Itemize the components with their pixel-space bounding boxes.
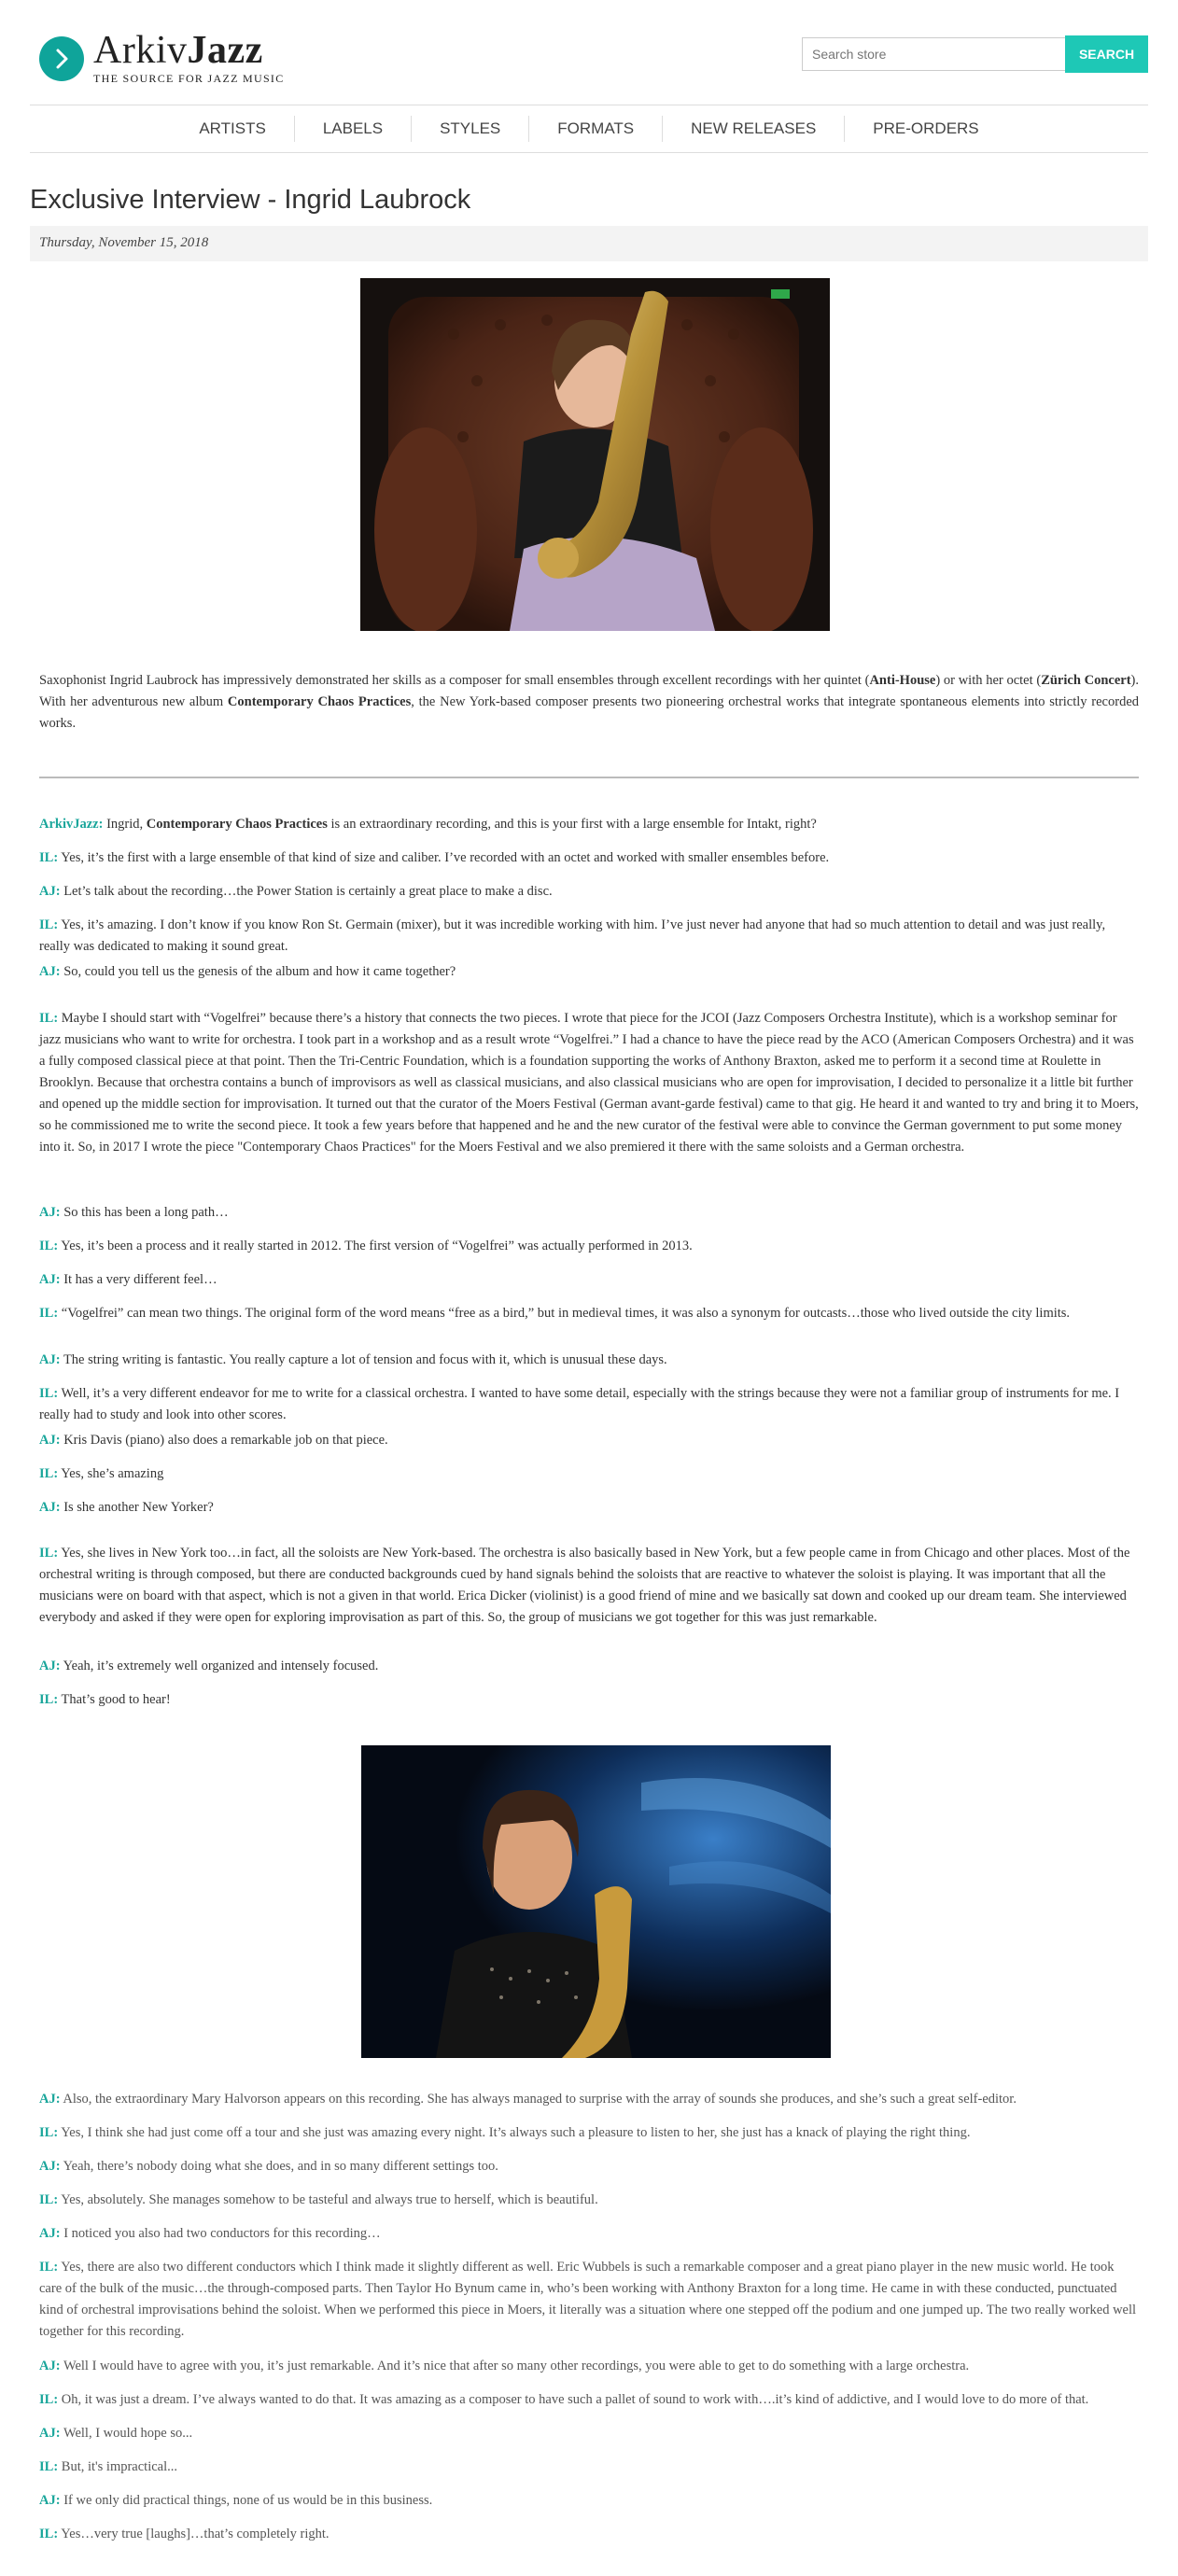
answer-text: Yeah, there’s nobody doing what she does, and in so many different settings too. [63, 2159, 498, 2174]
answer-text: Is she another New Yorker? [63, 1500, 214, 1515]
answer-text: Yes, it’s the first with a large ensemble of that kind of size and caliber. I’ve recorded with an octet and worked with smaller ensembles before. [61, 850, 830, 865]
qa-entry [39, 1543, 1139, 1629]
answer-text: But, it's impractical... [61, 2459, 178, 2474]
answer-text: Well, I would hope so... [63, 2426, 193, 2441]
nav-item-labels[interactable]: LABELS [295, 116, 412, 142]
answer-text: Also, the extraordinary Mary Halvorson appears on this recording. She has always managed to surprise with the array of sounds she produces, and she’s such a great self-editor. [63, 2092, 1017, 2107]
qa-entry [39, 2223, 1139, 2245]
answer-text: Let’s talk about the recording…the Power Station is certainly a great place to make a disc. [63, 884, 553, 899]
qa-entry [39, 1689, 1139, 1711]
answer-text: Maybe I should start with “Vogelfrei” because there’s a history that connects the two pieces. I wrote that piece for the JCOI (Jazz Composers Orchestra Institute), which is a workshop seminar for jazz musicians who want to write for orchestra. I took part in a workshop and as a result wrote “Vogelfrei.” I had a chance to have the piece read by the ACO (American Composers Orchestra) and it was a fully composed classical piece at that point. Then the Tri-Centric Foundation, which is a foundation supporting the works of Anthony Braxton, asked me to perform it a second time at Roulette in Brooklyn. Because that orchestra contains a bunch of improvisors as well as classical musicians, and also classical musicians who are open for improvisation, I decided to personalize it a little bit further and opened up the middle section for improvisation. It turned out that the curator of the Moers Festival (German avant-garde festival) came to that gig. He heard it and wanted to try and bring it to Moers, so he commissioned me to write the second piece. It took a few years before that happened and he and the new curator of the festival were able to convince the German government to put some money into it. So, in 2017 I wrote the piece "Contemporary Chaos Practices" for the Moers Festival and we also premiered it there with the same soloists and a German orchestra. [39, 1011, 1139, 1155]
speaker-label: IL: [39, 1306, 59, 1321]
logo-arrow-icon [39, 36, 84, 81]
answer-text: So this has been a long path… [63, 1205, 229, 1220]
speaker-label: IL: [39, 2392, 59, 2407]
date-bar [30, 226, 1148, 261]
qa-entry [39, 1269, 1139, 1291]
qa-entry [39, 1202, 1139, 1224]
answer-text: Yeah, it’s extremely well organized and intensely focused. [63, 1659, 379, 1673]
nav-item-artists[interactable]: ARTISTS [171, 116, 294, 142]
answer-text: Oh, it was just a dream. I’ve always wanted to do that. It was amazing as a composer to have such a pallet of sound to work with….it’s kind of addictive, and I would love to do more of that. [61, 2392, 1089, 2407]
speaker-label: AJ: [39, 1272, 61, 1287]
answer-text: Yes, absolutely. She manages somehow to be tasteful and always true to herself, which is beautiful. [61, 2192, 598, 2207]
nav-item-new-releases[interactable]: NEW RELEASES [663, 116, 845, 142]
answer-text: So, could you tell us the genesis of the album and how it came together? [63, 964, 456, 979]
qa-entry [39, 2490, 1139, 2512]
speaker-label: IL: [39, 2125, 59, 2140]
speaker-label: IL: [39, 1386, 59, 1401]
qa-entry [39, 2524, 1139, 2545]
speaker-label: IL: [39, 1011, 59, 1026]
interview-photo-stage [361, 1745, 831, 2058]
speaker-label: IL: [39, 2260, 59, 2275]
speaker-label: IL: [39, 1466, 59, 1481]
speaker-label: AJ: [39, 1500, 61, 1515]
logo-wordmark: ArkivJazz [93, 29, 263, 72]
qa-entry [39, 2156, 1139, 2177]
speaker-label: AJ: [39, 1433, 61, 1448]
qa-entry [39, 961, 1139, 983]
qa-entry [39, 915, 1139, 958]
nav-item-pre-orders[interactable]: PRE-ORDERS [873, 119, 979, 137]
speaker-label: AJ: [39, 1352, 61, 1367]
speaker-label: AJ: [39, 1659, 61, 1673]
speaker-label: AJ: [39, 2493, 61, 2508]
page-title: Exclusive Interview - Ingrid Laubrock [30, 185, 471, 215]
article-intro: Saxophonist Ingrid Laubrock has impressively demonstrated her skills as a composer for small ensembles through excellent recordings with her quintet (Anti-House) or with her octet (Zürich Concert). With her adventurous new album Contemporary Chaos Practices, the New York-based composer presents two pioneering orchestral works that integrate spontaneous elements into strictly recorded works. [39, 673, 1140, 731]
nav-item-formats[interactable]: FORMATS [529, 116, 663, 142]
qa-entry [39, 2257, 1139, 2343]
speaker-label: AJ: [39, 2226, 61, 2241]
qa-entry [39, 1463, 1139, 1485]
qa-entry [39, 2190, 1139, 2211]
speaker-label: IL: [39, 2459, 59, 2474]
answer-text: Yes, I think she had just come off a tour and she just was amazing every night. It’s always such a pleasure to listen to her, she just has a knack of playing the right thing. [61, 2125, 971, 2140]
answer-text: It has a very different feel… [63, 1272, 217, 1287]
speaker-label: AJ: [39, 2092, 61, 2107]
answer-text: The string writing is fantastic. You really capture a lot of tension and focus with it, which is unusual these days. [63, 1352, 667, 1367]
answer-text: “Vogelfrei” can mean two things. The original form of the word means “free as a bird,” but in medieval times, it was also a synonym for outcasts…those who lived outside the city limits. [61, 1306, 1071, 1321]
site-logo[interactable] [39, 29, 285, 86]
qa-entry [39, 847, 1139, 869]
speaker-label: IL: [39, 2527, 59, 2541]
qa-entry [39, 1303, 1139, 1324]
qa-entry [39, 2423, 1139, 2444]
logo-tagline: THE SOURCE FOR JAZZ MUSIC [93, 72, 285, 85]
answer-text: That’s good to hear! [61, 1692, 171, 1707]
answer-text: Yes, she lives in New York too…in fact, all the soloists are New York-based. The orchestra is also basically based in New York, but a few people came in from Chicago and other places. Most of the orchestral writing is through composed, but there are conducted backgrounds cued by hand signals behind the soloists that are reactive to whatever the soloist is playing. It was important that all the musicians were on board with that aspect, which is not a given in that world. Erica Dicker (violinist) is a good friend of mine and we basically sat down and cooked up our dream team. She interviewed everybody and asked if they were open for exploring improvisation as part of this. So, the group of musicians we got together for this was just remarkable. [39, 1546, 1130, 1625]
qa-entry [39, 2089, 1139, 2110]
qa-entry [39, 1350, 1139, 1371]
section-divider [39, 777, 1139, 778]
answer-text: Yes…very true [laughs]…that’s completely right. [61, 2527, 330, 2541]
answer-text: Yes, it’s amazing. I don’t know if you know Ron St. Germain (mixer), but it was incredible working with him. I’ve just never had anyone that had so much attention to detail and was just really, really was dedicated to making it sound great. [39, 917, 1106, 954]
speaker-label: IL: [39, 1546, 59, 1561]
main-nav [30, 105, 1148, 153]
answer-text: If we only did practical things, none of us would be in this business. [63, 2493, 433, 2508]
answer-text: Well, it’s a very different endeavor for me to write for a classical orchestra. I wanted to have some detail, especially with the strings because they were not a familiar group of instruments for me. I really had to study and look into other scores. [39, 1386, 1120, 1422]
qa-entry [39, 2389, 1139, 2411]
answer-text: Yes, she’s amazing [61, 1466, 164, 1481]
interview-photo-armchair [360, 278, 830, 631]
qa-entry: ArkivJazz: Ingrid, Contemporary Chaos Practices is an extraordinary recording, and this is your first with a large ensemble for Intakt, right? [39, 817, 817, 832]
speaker-label: AJ: [39, 2159, 61, 2174]
answer-text: Kris Davis (piano) also does a remarkable job on that piece. [63, 1433, 388, 1448]
qa-entry [39, 1430, 1139, 1451]
answer-text: Yes, it’s been a process and it really started in 2012. The first version of “Vogelfrei” was actually performed in 2013. [61, 1239, 693, 1253]
site-header [30, 0, 1148, 105]
store-search [802, 37, 1148, 73]
qa-entry [39, 2122, 1139, 2144]
speaker-label: AJ: [39, 2359, 61, 2373]
answer-text: Yes, there are also two different conductors which I think made it slightly different as well. Eric Wubbels is such a remarkable composer and a great piano player in the new music world. He took care of the bulk of the music…the through-composed parts. Then Taylor Ho Bynum came in, who’s been working with Anthony Braxton for a long time. He came in with these conducted, punctuated kind of orchestral improvisations behind the soloist. When we performed this piece in Moers, it literally was a situation where one stepped off the podium and one jumped up. The two really worked well together for this recording. [39, 2260, 1137, 2339]
qa-entry [39, 1008, 1139, 1158]
qa-entry [39, 1383, 1139, 1426]
nav-item-styles[interactable]: STYLES [412, 116, 529, 142]
answer-text: Well I would have to agree with you, it’s just remarkable. And it’s nice that after so many other recordings, you were able to get to do something with a large orchestra. [63, 2359, 970, 2373]
qa-entry [39, 1236, 1139, 1257]
article-date: Thursday, November 15, 2018 [39, 235, 209, 250]
speaker-label: AJ: [39, 1205, 61, 1220]
speaker-label: IL: [39, 1239, 59, 1253]
speaker-label: IL: [39, 850, 59, 865]
qa-entry [39, 1497, 1139, 1519]
speaker-label: AJ: [39, 884, 61, 899]
qa-entry [39, 2356, 1139, 2377]
speaker-label: IL: [39, 1692, 59, 1707]
qa-entry [39, 881, 1139, 903]
qa-entry [39, 2457, 1139, 2478]
speaker-label: IL: [39, 2192, 59, 2207]
qa-entry [39, 1656, 1139, 1677]
search-button[interactable]: SEARCH [1065, 35, 1148, 73]
speaker-label: AJ: [39, 2426, 61, 2441]
speaker-label: IL: [39, 917, 59, 932]
search-input[interactable] [802, 37, 1065, 71]
answer-text: I noticed you also had two conductors for this recording… [63, 2226, 381, 2241]
speaker-label: AJ: [39, 964, 61, 979]
